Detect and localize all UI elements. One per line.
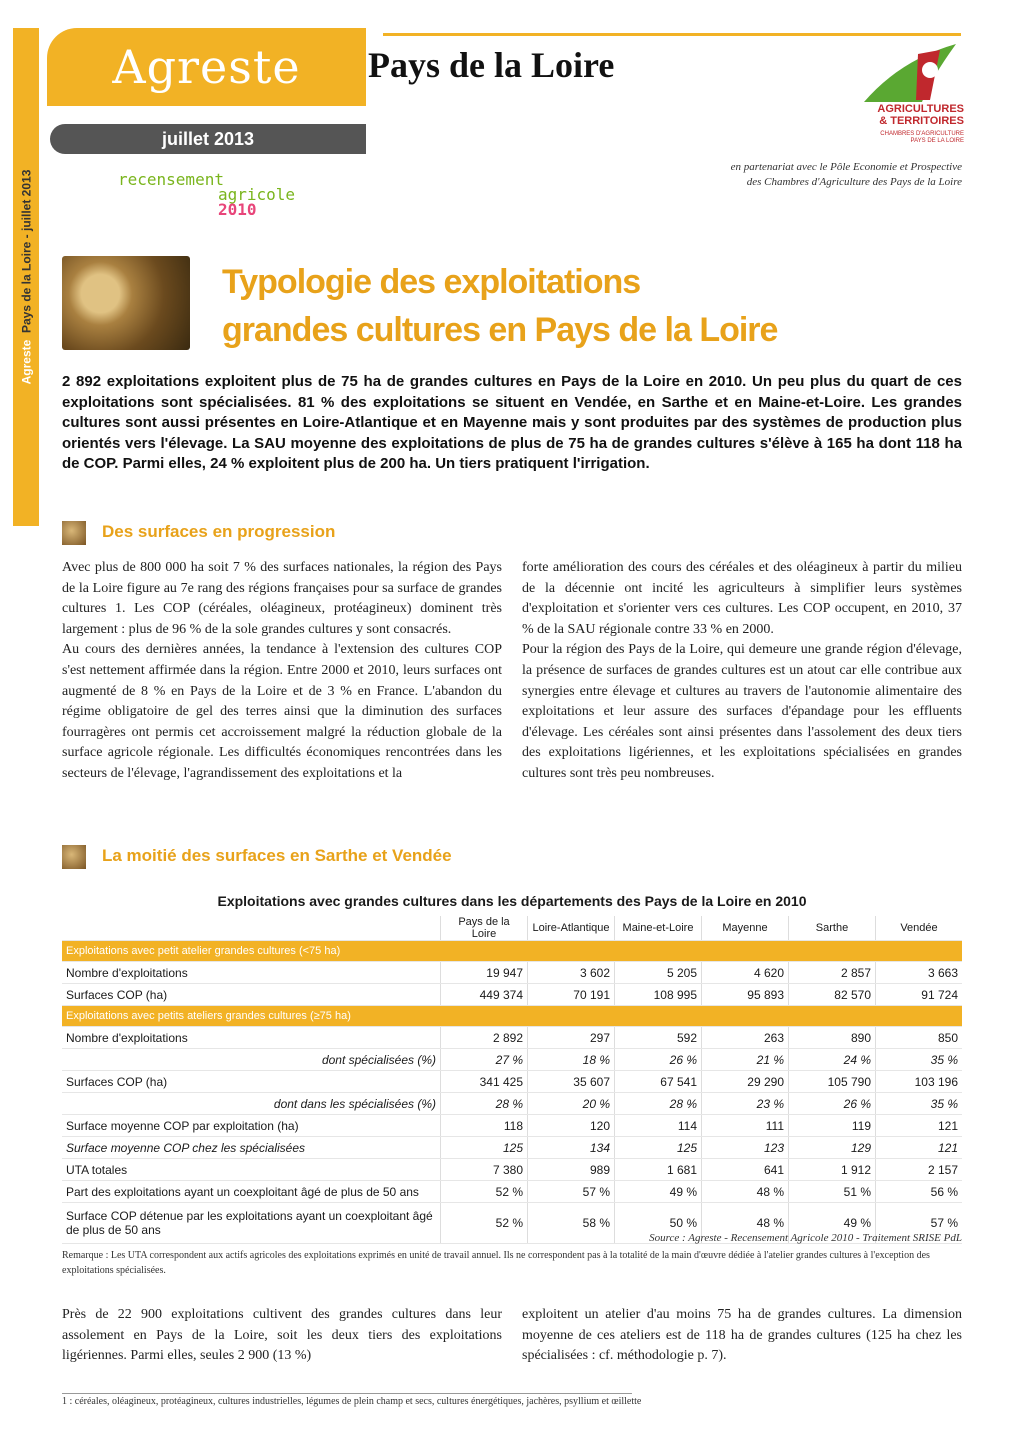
table-cell: 105 790: [789, 1071, 876, 1093]
table-cell: 57 %: [528, 1181, 615, 1203]
region-title: Pays de la Loire: [368, 45, 615, 85]
table-cell: 35 %: [876, 1049, 963, 1071]
table-cell: 35 607: [528, 1071, 615, 1093]
table-cell: 95 893: [702, 984, 789, 1006]
column-header: Sarthe: [789, 916, 876, 941]
table-cell: 5 205: [615, 962, 702, 984]
table-cell: 592: [615, 1027, 702, 1049]
table-cell: 119: [789, 1115, 876, 1137]
table-cell: 91 724: [876, 984, 963, 1006]
row-label: UTA totales: [62, 1159, 441, 1181]
table-cell: 48 %: [702, 1181, 789, 1203]
table-cell: 82 570: [789, 984, 876, 1006]
table-cell: 114: [615, 1115, 702, 1137]
table-cell: 27 %: [441, 1049, 528, 1071]
row-label: dont dans les spécialisées (%): [62, 1093, 441, 1115]
table-row: [62, 1049, 962, 1071]
table-cell: 28 %: [615, 1093, 702, 1115]
table-row: [62, 1027, 962, 1049]
table-cell: 2 157: [876, 1159, 963, 1181]
table-cell: 35 %: [876, 1093, 963, 1115]
hay-bales-photo: [62, 256, 190, 350]
table-cell: 123: [702, 1137, 789, 1159]
table-cell: 641: [702, 1159, 789, 1181]
table-cell: 26 %: [615, 1049, 702, 1071]
table-cell: 121: [876, 1115, 963, 1137]
table-cell: 21 %: [702, 1049, 789, 1071]
table-row: [62, 1093, 962, 1115]
table-cell: 103 196: [876, 1071, 963, 1093]
row-label: Nombre d'exploitations: [62, 1027, 441, 1049]
table-cell: 2 857: [789, 962, 876, 984]
table-cell: 263: [702, 1027, 789, 1049]
footnote: 1 : céréales, oléagineux, protéagineux, cultures industrielles, légumes de plein champ et secs, cultures énergétiques, jachères, psyllium et œillette: [62, 1396, 642, 1407]
table-cell: 20 %: [528, 1093, 615, 1115]
chamber-logo-subtext: CHAMBRES D'AGRICULTURE PAYS DE LA LOIRE: [880, 131, 964, 144]
paragraph: Pour la région des Pays de la Loire, qui demeure une grande région d'élevage, la présence de surfaces de grandes cultures est un atout car elle contribue aux synergies entre élevage et cultures au travers de l'autonomie alimentaire des exploitations et leur assure des surfaces d'épandage pour les effluents d'élevage. Les céréales sont ainsi présentes dans l'assolement des deux tiers des exploitations ligériennes, et les exploitations spécialisées en grandes cultures sont très peu nombreuses.: [522, 642, 962, 781]
top-rule: [383, 33, 961, 36]
table-cell: 129: [789, 1137, 876, 1159]
table-cell: 51 %: [789, 1181, 876, 1203]
table-remark: Remarque : Les UTA correspondent aux actifs agricoles des exploitations exprimés en unité de travail annuel. Ils ne correspondent pas à la totalité de la main d'œuvre dédiée à l'atelier grandes cultures à l'exception des exploitations spécialisées.: [62, 1250, 930, 1276]
table-cell: 29 290: [702, 1071, 789, 1093]
section2-column-right: exploitent un atelier d'au moins 75 ha de grandes cultures. La dimension moyenne de ces ateliers est de 118 ha de grandes cultures (125 ha chez les spécialisées : cf. méthodologie p. 7).: [522, 1307, 962, 1364]
data-table: [62, 916, 962, 1244]
paragraph: Avec plus de 800 000 ha soit 7 % des surfaces nationales, la région des Pays de la Loire figure au 7e rang des régions françaises pour sa surface de grandes cultures 1. Les COP (céréales, oléagineux, protéagineux) dominent très largement : plus de 96 % de la sole grandes cultures y sont consacrés.: [62, 560, 502, 637]
lead-paragraph: 2 892 exploitations exploitent plus de 75 ha de grandes cultures en Pays de la Loire en 2010. Un peu plus du quart de ces exploitations sont spécialisées. 81 % des exploitations se situent en Vendée, en Sarthe et en Maine-et-Loire. Les grandes cultures sont aussi présentes en Loire-Atlantique et en Mayenne mais y sont produites par des systèmes de production plus orientés vers l'élevage. La SAU moyenne des exploitations de plus de 75 ha de grandes cultures s'élève à 165 ha dont 118 ha de COP. Parmi elles, 24 % exploitent plus de 200 ha. Un tiers pratiquent l'irrigation.: [62, 373, 962, 473]
table-cell: 2 892: [441, 1027, 528, 1049]
row-label: Surface moyenne COP chez les spécialisées: [62, 1137, 441, 1159]
issue-date: juillet 2013: [50, 124, 366, 154]
table-cell: 134: [528, 1137, 615, 1159]
chamber-logo-icon: [860, 40, 960, 106]
footnote-rule: [62, 1393, 632, 1394]
row-label: Surface COP détenue par les exploitations ayant un coexploitant âgé de plus de 50 ans: [62, 1203, 441, 1244]
row-label: Part des exploitations ayant un coexploitant âgé de plus de 50 ans: [62, 1181, 441, 1203]
table-band-row: Exploitations avec petit atelier grandes cultures (<75 ha): [62, 941, 962, 962]
table-cell: 24 %: [789, 1049, 876, 1071]
table-cell: 125: [441, 1137, 528, 1159]
column-header: Pays de la Loire: [441, 916, 528, 941]
rga-line3: 2010: [218, 200, 257, 219]
table-cell: 118: [441, 1115, 528, 1137]
table-row: [62, 1137, 962, 1159]
article-title: Typologie des exploitations grandes cultures en Pays de la Loire: [222, 263, 778, 349]
table-cell: 7 380: [441, 1159, 528, 1181]
brand-logo-text: Agreste: [112, 40, 301, 94]
rga-line2: agricole: [218, 185, 296, 204]
table-cell: 4 620: [702, 962, 789, 984]
section1-column-left: [62, 558, 502, 785]
column-header: Mayenne: [702, 916, 789, 941]
table-row: [62, 1115, 962, 1137]
paragraph: forte amélioration des cours des céréales et des oléagineux à partir du milieu de la décennie ont incité les agriculteurs à simplifier leurs systèmes d'exploitation et s'orienter vers ces cultures. Les COP occupent, en 2010, 37 % de la SAU régionale contre 33 % en 2000.: [522, 560, 962, 637]
table-cell: 125: [615, 1137, 702, 1159]
row-label: dont spécialisées (%): [62, 1049, 441, 1071]
table-cell: 52 %: [441, 1181, 528, 1203]
section1-title: Des surfaces en progression: [102, 522, 336, 541]
table-cell: 121: [876, 1137, 963, 1159]
table-cell: 58 %: [528, 1203, 615, 1244]
table-cell: 49 %: [789, 1203, 876, 1244]
table-band-row: Exploitations avec petits ateliers grandes cultures (≥75 ha): [62, 1006, 962, 1027]
table-cell: 67 541: [615, 1071, 702, 1093]
table-row: [62, 984, 962, 1006]
table-cell: 49 %: [615, 1181, 702, 1203]
chamber-logo-text: AGRICULTURES & TERRITOIRES: [877, 103, 964, 127]
sidebar-label: Agreste Pays de la Loire - juillet 2013: [19, 169, 34, 385]
table-cell: 297: [528, 1027, 615, 1049]
table-cell: 26 %: [789, 1093, 876, 1115]
table-row: [62, 1071, 962, 1093]
table-row: [62, 1181, 962, 1203]
table-cell: 341 425: [441, 1071, 528, 1093]
section2-title: La moitié des surfaces en Sarthe et Vendée: [102, 846, 452, 865]
section-bullet-icon: [62, 845, 86, 869]
table-row: [62, 962, 962, 984]
rga-line1: recensement: [118, 170, 224, 189]
table-cell: 18 %: [528, 1049, 615, 1071]
column-header: Loire-Atlantique: [528, 916, 615, 941]
table-cell: 19 947: [441, 962, 528, 984]
table-cell: 449 374: [441, 984, 528, 1006]
table-cell: 108 995: [615, 984, 702, 1006]
section-bullet-icon: [62, 521, 86, 545]
table-cell: 1 681: [615, 1159, 702, 1181]
table-cell: 850: [876, 1027, 963, 1049]
table-title: Exploitations avec grandes cultures dans les départements des Pays de la Loire en 2010: [217, 893, 807, 909]
table-cell: 1 912: [789, 1159, 876, 1181]
row-label: Surface moyenne COP par exploitation (ha): [62, 1115, 441, 1137]
table-cell: 989: [528, 1159, 615, 1181]
table-cell: 23 %: [702, 1093, 789, 1115]
table-cell: 48 %: [702, 1203, 789, 1244]
table-source: Source : Agreste - Recensement Agricole 2010 - Traitement SRISE PdL: [649, 1232, 962, 1244]
table-cell: 890: [789, 1027, 876, 1049]
table-cell: 3 602: [528, 962, 615, 984]
table-cell: 56 %: [876, 1181, 963, 1203]
paragraph: Au cours des dernières années, la tendance à l'extension des cultures COP s'est nettement affirmée dans la région. Entre 2000 et 2010, leurs surfaces ont augmenté de 8 % en Pays de la Loire et de 3 % en France. L'abandon du régime obligatoire de gel des terres ainsi que la diminution des surfaces fourragères ont permis cet accroissement malgré la réduction globale de la surface agricole régionale. Les difficultés économiques rencontrées dans les secteurs de l'élevage, l'agrandissement des exploitations et la: [62, 642, 502, 781]
column-header: Maine-et-Loire: [615, 916, 702, 941]
row-label: Surfaces COP (ha): [62, 1071, 441, 1093]
table-cell: 3 663: [876, 962, 963, 984]
row-label: Surfaces COP (ha): [62, 984, 441, 1006]
table-cell: 52 %: [441, 1203, 528, 1244]
row-label: Nombre d'exploitations: [62, 962, 441, 984]
partnership-note: en partenariat avec le Pôle Economie et Prospective des Chambres d'Agriculture des Pays de la Loire: [730, 161, 962, 188]
table-header-row: [62, 916, 962, 941]
section1-column-right: [522, 558, 962, 785]
table-cell: 70 191: [528, 984, 615, 1006]
recensement-logo: [118, 172, 308, 217]
table-cell: 57 %: [876, 1203, 963, 1244]
table-cell: 28 %: [441, 1093, 528, 1115]
table-cell: 120: [528, 1115, 615, 1137]
column-header: Vendée: [876, 916, 963, 941]
section2-column-left: Près de 22 900 exploitations cultivent des grandes cultures dans leur assolement en Pays de la Loire, soit les deux tiers des exploitations ligériennes. Parmi elles, seules 2 900 (13 %): [62, 1307, 502, 1364]
table-cell: 111: [702, 1115, 789, 1137]
table-cell: 50 %: [615, 1203, 702, 1244]
table-row: [62, 1159, 962, 1181]
